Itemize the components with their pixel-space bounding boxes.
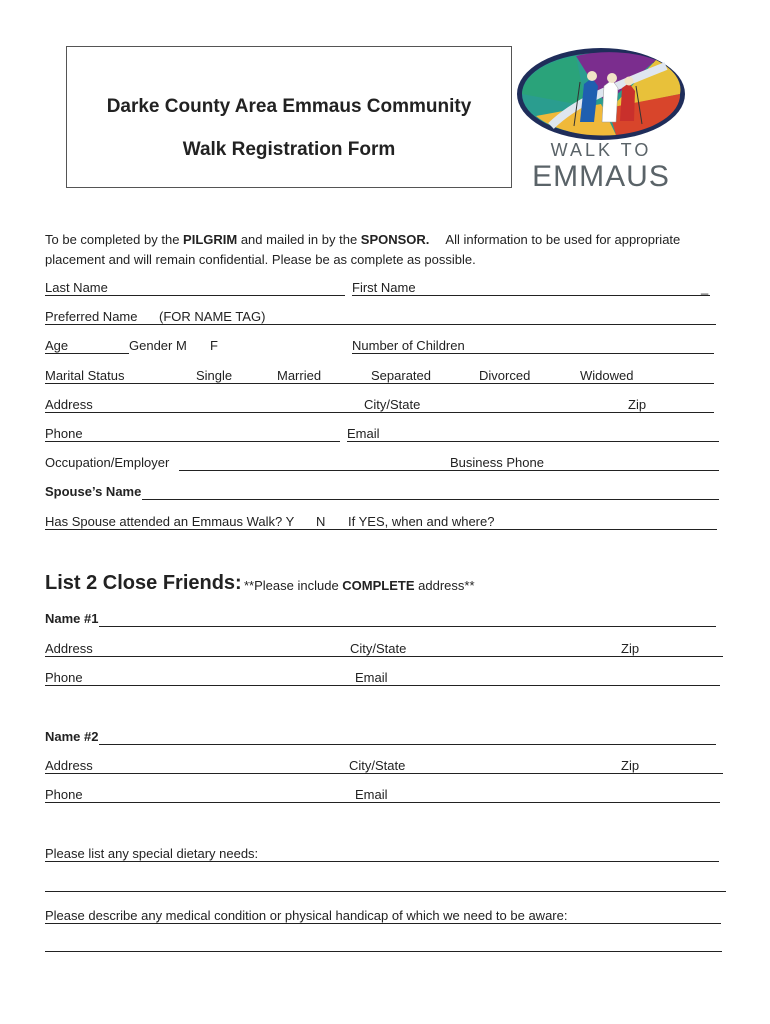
friends-note-post: address** (414, 578, 475, 593)
logo-text-walk-to: WALK TO (550, 140, 652, 160)
children-label: Number of Children (352, 338, 465, 353)
medical-field[interactable] (45, 908, 721, 924)
friend1-phone-label: Phone (45, 670, 83, 685)
first-name-label: First Name (352, 280, 416, 295)
spouse-name-field[interactable] (142, 484, 719, 500)
marital-label: Marital Status (45, 368, 125, 383)
business-phone-label: Business Phone (450, 455, 544, 470)
friend2-phone-label: Phone (45, 787, 83, 802)
medical-row (45, 908, 721, 926)
spouse-n-label: N (316, 514, 326, 529)
preferred-name-row (45, 309, 721, 327)
friend2-name-field[interactable] (99, 729, 716, 745)
friend1-address-row (45, 641, 721, 659)
friend2-address-row (45, 758, 721, 776)
logo-text-emmaus: EMMAUS (532, 160, 670, 190)
friend1-zip-label: Zip (621, 641, 640, 656)
friend2-name-label: Name #2 (45, 729, 99, 744)
age-gender-row (45, 338, 721, 356)
if-yes-label: If YES, when and where? (348, 514, 495, 529)
friend2-email-label: Email (355, 787, 388, 802)
friend1-phone-row (45, 670, 721, 688)
age-field[interactable] (45, 338, 129, 354)
phone-field[interactable] (45, 426, 340, 442)
intro-paragraph (45, 230, 735, 270)
friend1-name-field[interactable] (99, 611, 716, 627)
friend1-city-label: City/State (350, 641, 407, 656)
preferred-name-label: Preferred Name (45, 309, 138, 324)
dietary-label: Please list any special dietary needs: (45, 846, 259, 861)
intro-text-1: To be completed by the (45, 232, 184, 247)
friend1-address-label: Address (45, 641, 93, 656)
spouse-row (45, 484, 721, 502)
spouse-name-label: Spouse’s Name (45, 484, 142, 499)
address-row (45, 397, 721, 415)
friend2-address-label: Address (45, 758, 93, 773)
age-label: Age (45, 338, 69, 353)
form-title: Darke County Area Emmaus Community (106, 96, 472, 117)
dietary-row (45, 846, 721, 864)
dietary-extra-line[interactable] (45, 891, 726, 892)
form-subtitle: Walk Registration Form (182, 139, 396, 160)
city-state-label: City/State (364, 397, 421, 412)
medical-extra-line[interactable] (45, 951, 722, 952)
friend2-phone-row (45, 787, 721, 805)
dietary-field[interactable] (45, 846, 719, 862)
friends-note (244, 578, 475, 593)
intro-pilgrim: PILGRIM (183, 232, 238, 247)
friends-note-bold: COMPLETE (342, 578, 415, 593)
intro-sponsor: SPONSOR. (360, 232, 430, 247)
marital-single[interactable]: Single (196, 368, 233, 383)
occupation-row (45, 455, 721, 473)
friend1-email-label: Email (355, 670, 388, 685)
spouse-attended-row (45, 514, 721, 532)
last-name-field[interactable] (45, 280, 345, 296)
name-tag-note: (FOR NAME TAG) (159, 309, 266, 324)
friend1-name-label: Name #1 (45, 611, 99, 626)
marital-separated[interactable]: Separated (371, 368, 431, 383)
gender-f-label: F (210, 338, 218, 353)
phone-label: Phone (45, 426, 83, 441)
marital-divorced[interactable]: Divorced (479, 368, 531, 383)
occupation-field[interactable] (179, 455, 719, 471)
phone-row (45, 426, 721, 444)
preferred-name-field[interactable] (45, 309, 716, 325)
intro-text-3: All information to be used for appropriate placement and will remain confidential. Please be as complete as possible. (45, 232, 681, 267)
spouse-attended-label: Has Spouse attended an Emmaus Walk? Y (45, 514, 295, 529)
occupation-label: Occupation/Employer (45, 455, 170, 470)
children-field[interactable] (352, 338, 714, 354)
email-field[interactable] (347, 426, 719, 442)
zip-label: Zip (628, 397, 647, 412)
walk-to-emmaus-logo (516, 46, 690, 190)
address-label: Address (45, 397, 93, 412)
marital-married[interactable]: Married (277, 368, 322, 383)
intro-text-2: and mailed in by the (237, 232, 361, 247)
name-row (45, 280, 721, 298)
gender-label: Gender M (129, 338, 187, 353)
medical-label: Please describe any medical condition or physical handicap of which we need to be aware: (45, 908, 568, 923)
first-name-end: _ (701, 280, 709, 295)
email-label: Email (347, 426, 380, 441)
friend2-zip-label: Zip (621, 758, 640, 773)
first-name-field[interactable] (352, 280, 710, 296)
friends-heading: List 2 Close Friends: (45, 572, 242, 594)
friend2-name-row (45, 729, 721, 747)
last-name-label: Last Name (45, 280, 108, 295)
friend1-name-row (45, 611, 721, 629)
friend2-city-label: City/State (349, 758, 406, 773)
marital-widowed[interactable]: Widowed (580, 368, 634, 383)
marital-row (45, 368, 721, 386)
friends-note-pre: **Please include (244, 578, 343, 593)
